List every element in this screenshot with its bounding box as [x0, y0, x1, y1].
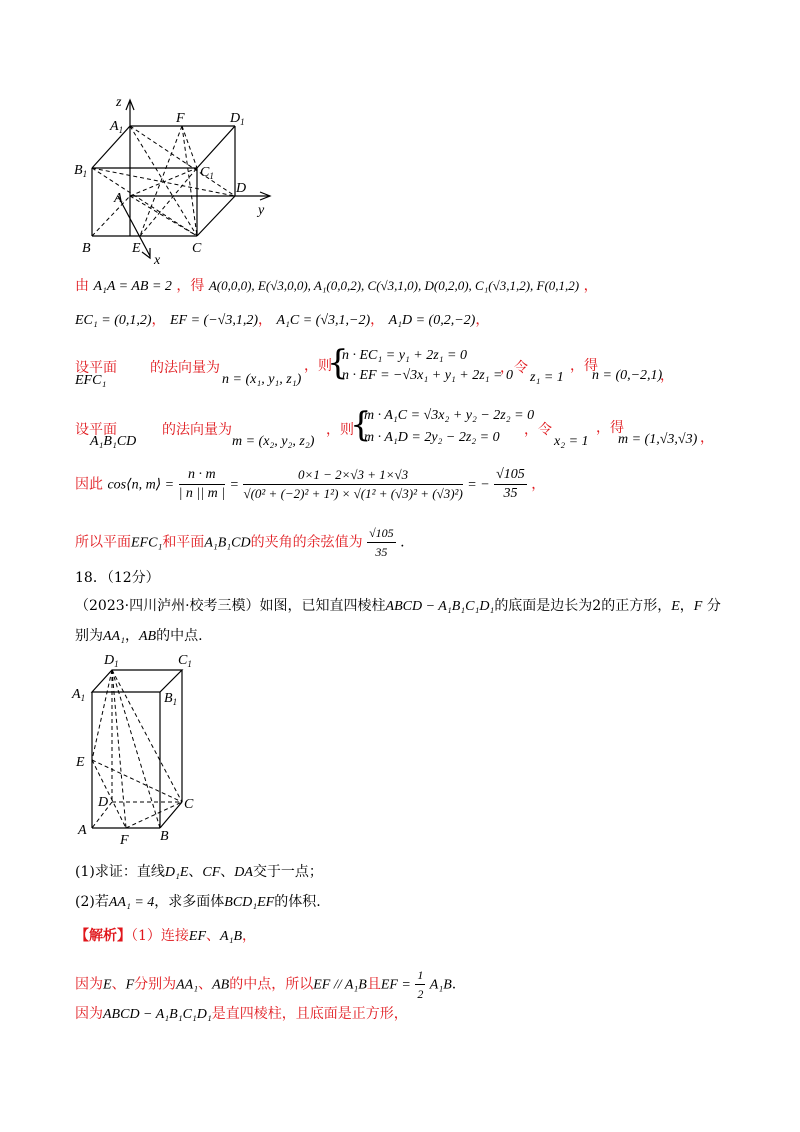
plane-efc1: EFC₁ [75, 373, 107, 388]
plane-a1b1cd: A₁B₁CD [90, 434, 137, 449]
result-n: n = (0,−2,1) [592, 368, 663, 383]
set-plane-2: 设平面 [75, 422, 117, 438]
label2-A: A [78, 823, 87, 838]
label-x: x [154, 253, 161, 268]
figure-2-prism-diagram [70, 650, 210, 850]
normal-label-n: 的法向量为 [150, 360, 220, 376]
label-A: A [114, 191, 123, 206]
set-x2: x₂ = 1 [554, 434, 589, 449]
label2-D: D [98, 795, 109, 810]
eq-m-a1c: m · A₁C = √3x₂ + y₂ − 2z₂ = 0 [364, 408, 535, 423]
label2-C1: $C_1$ [178, 653, 192, 669]
frac-half: $\frac{1}{2}$ [417, 968, 424, 1001]
normal-label-m: 的法向量为 [162, 422, 232, 438]
then-label-2: ，则 [326, 422, 354, 438]
question-part-1: (1)求证：直线D₁E、CF、DA交于一点； [75, 864, 323, 880]
then-label-1: ，则 [304, 358, 332, 374]
question-18-line-2: 别为AA₁，AB的中点. [75, 628, 203, 644]
label-F: F [176, 111, 185, 126]
solution-line-1: 由 A₁A = AB = 2 ，得 A(0,0,0), E(√3,0,0), A₁(0,0,2), C(√3,1,0), D(0,2,0), C₁(√3,1,2), F(0,1,2) ， [75, 278, 598, 294]
system-brace-1: { [327, 343, 349, 383]
solution-line-2: EC₁ = (0,1,2)， EF = (−√3,1,2)， A₁C = (√3,1,−2)， A₁D = (0,2,−2)， [75, 312, 490, 328]
solution-line-6: 所以平面EFC₁和平面A₁B₁CD的夹角的余弦值为 $\frac{√105}{35}$ . [75, 526, 405, 559]
label-z: z [116, 95, 122, 110]
let-label-2: ，令 [524, 422, 552, 438]
get-label-1: ，得 [570, 358, 598, 374]
label-C: C [192, 241, 202, 256]
eq-m-a1d: m · A₁D = 2y₂ − 2z₂ = 0 [364, 430, 500, 445]
result-m: m = (1,√3,√3) [618, 432, 698, 447]
label2-B1: $B_1$ [164, 691, 178, 707]
solution-line-2b: 因为E、F分别为AA₁、AB的中点，所以EF // A₁B且EF = $\frac{1}{2}$ A₁B. [75, 968, 457, 1001]
label-D: D [236, 181, 247, 196]
frac-cos-1: $\frac{n \cdot m}{| n || m |}$ [178, 467, 226, 501]
comma-3: ， [660, 368, 674, 384]
label-C1: $C_1$ [200, 165, 214, 181]
solution-intro: 【解析】（1）连接EF、A₁B， [75, 928, 257, 944]
eq-n-ef: n · EF = −√3x₁ + y₁ + 2z₁ = 0 [342, 368, 514, 383]
frac-cos-3: $\frac{√105}{35}$ [496, 467, 525, 501]
system-brace-2: { [350, 405, 372, 445]
comma-4: ， [700, 430, 714, 446]
label-E: E [132, 241, 141, 256]
let-label-1: ，令 [500, 360, 528, 376]
eq-n-ec1: n · EC₁ = y₁ + 2z₁ = 0 [342, 348, 467, 363]
frac-answer: $\frac{√105}{35}$ [369, 526, 394, 559]
label-y: y [258, 203, 265, 218]
get-label-2: ，得 [596, 420, 624, 436]
label2-A1: $A_1$ [72, 687, 86, 703]
solution-line-3-left: 设平面 [75, 360, 117, 376]
question-part-2: (2)若AA₁ = 4，求多面体BCD₁EF的体积. [75, 894, 321, 910]
label2-C: C [184, 797, 194, 812]
label-B1: $B_1$ [74, 163, 88, 179]
solution-line-5: 因此 cos⟨n, m⟩ = $\frac{n \cdot m}{| n || m |}$ = $\frac{0\times 1 - 2\times√3 + 1\times√3}{\text{√(0² + (−2)² + 1²) × √(1² + (√3)² + (√3)²)}}$ = − $\frac{√105}{35}$ ， [75, 467, 546, 501]
label2-E: E [76, 755, 85, 770]
normal-vector-m: m = (x₂, y₂, z₂) [232, 434, 315, 449]
question-18-line-1: （2023·四川泸州·校考三模）如图，已知直四棱柱ABCD − A₁B₁C₁D₁的底面是边长为2的正方形，E，F 分 [75, 598, 721, 614]
label2-D1: $D_1$ [104, 653, 119, 669]
figure-1-cube-diagram [70, 88, 290, 268]
set-z1: z₁ = 1 [530, 370, 564, 385]
label2-F: F [120, 833, 129, 848]
solution-line-3b: 因为ABCD − A₁B₁C₁D₁是直四棱柱，且底面是正方形， [75, 1006, 408, 1022]
label-D1: $D_1$ [230, 111, 245, 127]
normal-vector-n: n = (x₁, y₁, z₁) [222, 372, 302, 387]
label-A1: $A_1$ [110, 119, 124, 135]
label-B: B [82, 241, 91, 256]
label2-B: B [160, 829, 169, 844]
question-18-number: 18．（12分） [75, 570, 160, 586]
frac-cos-2: $\frac{0\times 1 - 2\times√3 + 1\times√3}{\text{√(0² + (−2)² + 1²) × √(1² + (√3)² + (√3)²)}}$ [243, 467, 463, 501]
